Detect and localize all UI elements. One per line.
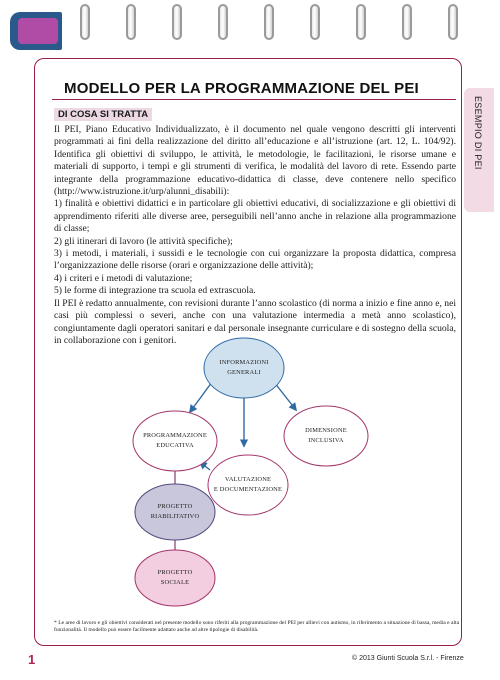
node-dimensione-inclusiva [284, 406, 368, 466]
footnote: * Le aree di lavoro e gli obiettivi considerati nel presente modello sono riferiti alla programmazione del PEI per allievi con autismo, in riferimento a situazione di bassa, media e alta funzionalità. Il modello può essere facilmente adattato anche ad altre tipologie di disabilità. [54, 620, 460, 633]
node-label: INFORMAZIONI [219, 359, 269, 366]
paragraph: 5) le forme di integrazione tra scuola ed extrascuola. [54, 285, 256, 297]
node-label: PROGETTO [157, 503, 193, 510]
node-progetto-riabilitativo [135, 484, 215, 540]
node-informazioni-generali [204, 338, 284, 398]
arrow-info-to-dimensione [274, 382, 296, 410]
paragraph: 1) finalità e obiettivi didattici e in particolare gli obiettivi educativi, di socializzazione e gli obiettivi di apprendimento riferiti alle diverse aree, perseguibili nell’anno anche in relazione alla programmazione di classe; [54, 198, 456, 235]
copyright: © 2013 Giunti Scuola S.r.l. - Firenze [352, 655, 464, 662]
paragraph: 4) i criteri e i metodi di valutazione; [54, 272, 193, 284]
node-programmazione-educativa [133, 411, 217, 471]
paragraph: Il PEI, Piano Educativo Individualizzato, è il documento nel quale vengono descritti gli interventi programmati ai fini della realizzazione del diritto all’educazione e all’istruzione (art. 12, L. 104/92). Identifica gli obiettivi di sviluppo, le attività, le metodologie, le facilitazioni, le risorse umane e materiali di supporto, i tempi e gli strumenti di verifica, le modalità del lavoro di rete. Essendo parte integrante della programmazione educativo-didattica di classe, deve contenere nello specifico (http://www.istruzione.it/urp/alunni_disabili): [54, 124, 456, 198]
node-label: EDUCATIVA [156, 442, 194, 449]
node-progetto-sociale [135, 550, 215, 606]
section-heading: DI COSA SI TRATTA [54, 108, 152, 121]
node-label: INCLUSIVA [308, 437, 344, 444]
node-label: GENERALI [227, 369, 261, 376]
node-label: PROGETTO [157, 569, 193, 576]
node-label: E DOCUMENTAZIONE [213, 486, 283, 493]
arrow-info-to-programmazione [190, 382, 212, 412]
node-label: RIABILITATIVO [150, 513, 200, 520]
page-number: 1 [28, 652, 36, 667]
paragraph: 3) i metodi, i materiali, i sussidi e le tecnologie con cui organizzare la proposta didattica, compresa l’organizzazione delle risorse (orari e organizzazione delle attività); [54, 248, 456, 272]
page-title: MODELLO PER LA PROGRAMMAZIONE DEL PEI [64, 80, 419, 97]
node-label: PROGRAMMAZIONE [143, 432, 207, 439]
paragraph: Il PEI è redatto annualmente, con revisioni durante l’anno scolastico (di norma a inizio e fine anno e, nei casi più complessi o severi, anche con una valutazione intermedia a metà anno scolastico), congiuntamente dagli operatori sanitari e dal personale insegnante curriculare e di sostegno della scuola, in collaborazione con i genitori. [54, 297, 456, 346]
node-label: DIMENSIONE [305, 427, 347, 434]
paragraph: 2) gli itinerari di lavoro (le attività specifiche); [54, 235, 233, 247]
side-tab-label: ESEMPIO DI PEI [473, 96, 483, 170]
node-valutazione-documentazione [208, 455, 288, 515]
node-label: VALUTAZIONE [224, 476, 272, 483]
node-label: SOCIALE [160, 579, 190, 586]
